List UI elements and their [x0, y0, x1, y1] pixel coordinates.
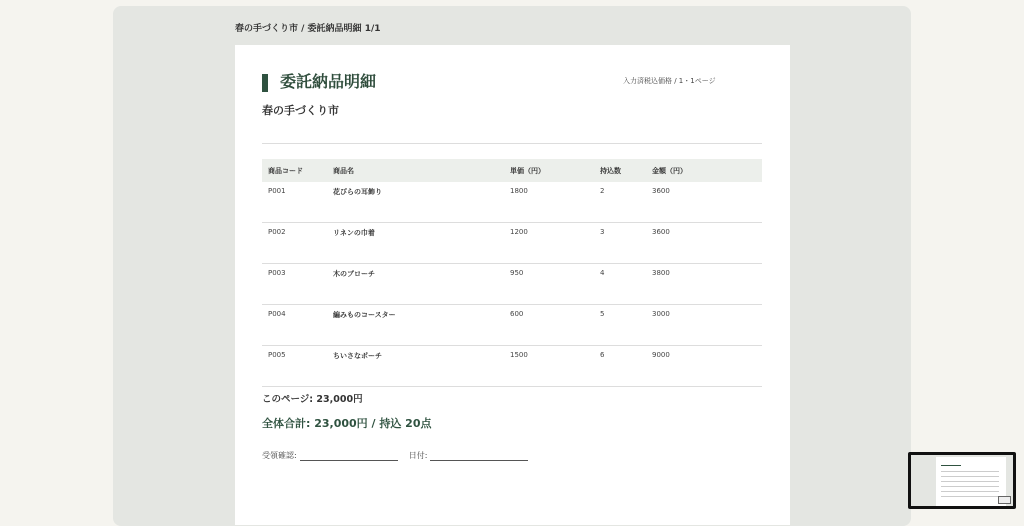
table-row: [262, 264, 762, 305]
cell-price: 1500: [510, 351, 528, 359]
cell-name: 編みものコースター: [333, 311, 396, 319]
thumbnail-line: [941, 481, 999, 482]
date-label: 日付:: [408, 451, 428, 460]
divider: [262, 143, 762, 144]
thumbnail-line: [941, 491, 999, 492]
cell-name: ちいさなポーチ: [333, 352, 382, 360]
cell-qty: 5: [600, 310, 605, 318]
cell-qty: 2: [600, 187, 605, 195]
cell-code: P002: [268, 228, 286, 236]
cell-name: 花びらの耳飾り: [333, 188, 382, 196]
cell-name: 木のブローチ: [333, 270, 375, 278]
cell-code: P004: [268, 310, 286, 318]
cell-qty: 3: [600, 228, 605, 236]
cell-code: P003: [268, 269, 286, 277]
header-code: 商品コード: [268, 167, 303, 175]
page-title: 委託納品明細: [280, 72, 377, 91]
shop-name: 春の手づくり市: [262, 104, 339, 117]
page-meta: 入力済税込価格 / 1・1ページ: [623, 77, 716, 85]
cell-amount: 3800: [652, 269, 670, 277]
cell-amount: 3600: [652, 228, 670, 236]
items-table: [262, 159, 762, 387]
signature-row: [262, 450, 528, 461]
thumbnail-title-line: [941, 465, 961, 466]
header-price: 単価（円）: [510, 167, 545, 175]
date-signature-line: [430, 451, 528, 461]
grand-total: 全体合計: 23,000円 / 持込 20点: [262, 417, 432, 430]
cell-amount: 3000: [652, 310, 670, 318]
receipt-label: 受領確認:: [262, 451, 297, 460]
receipt-signature-line: [300, 451, 398, 461]
header-qty: 持込数: [600, 167, 621, 175]
page-thumbnail-navigator[interactable]: [908, 452, 1016, 509]
cell-qty: 6: [600, 351, 605, 359]
cell-price: 950: [510, 269, 524, 277]
thumbnail-toggle-icon[interactable]: [998, 496, 1011, 504]
cell-price: 600: [510, 310, 524, 318]
thumbnail-line: [941, 471, 999, 472]
table-row: [262, 182, 762, 223]
table-header: [262, 159, 762, 182]
breadcrumb: 春の手づくり市 / 委託納品明細 1/1: [235, 24, 381, 34]
page-total: このページ: 23,000円: [262, 394, 363, 405]
title-accent-bar: [262, 74, 268, 92]
header-amount: 金額（円）: [652, 167, 687, 175]
thumbnail-line: [941, 476, 999, 477]
thumbnail-line: [941, 496, 999, 497]
header-name: 商品名: [333, 167, 354, 175]
document-page: [235, 45, 790, 525]
table-row: [262, 346, 762, 387]
cell-price: 1200: [510, 228, 528, 236]
cell-price: 1800: [510, 187, 528, 195]
cell-name: リネンの巾着: [333, 229, 375, 237]
thumbnail-viewport: [911, 455, 1013, 506]
cell-code: P005: [268, 351, 286, 359]
cell-amount: 3600: [652, 187, 670, 195]
cell-amount: 9000: [652, 351, 670, 359]
thumbnail-line: [941, 486, 999, 487]
cell-qty: 4: [600, 269, 605, 277]
table-row: [262, 223, 762, 264]
table-row: [262, 305, 762, 346]
thumbnail-page: [936, 457, 1006, 506]
cell-code: P001: [268, 187, 286, 195]
